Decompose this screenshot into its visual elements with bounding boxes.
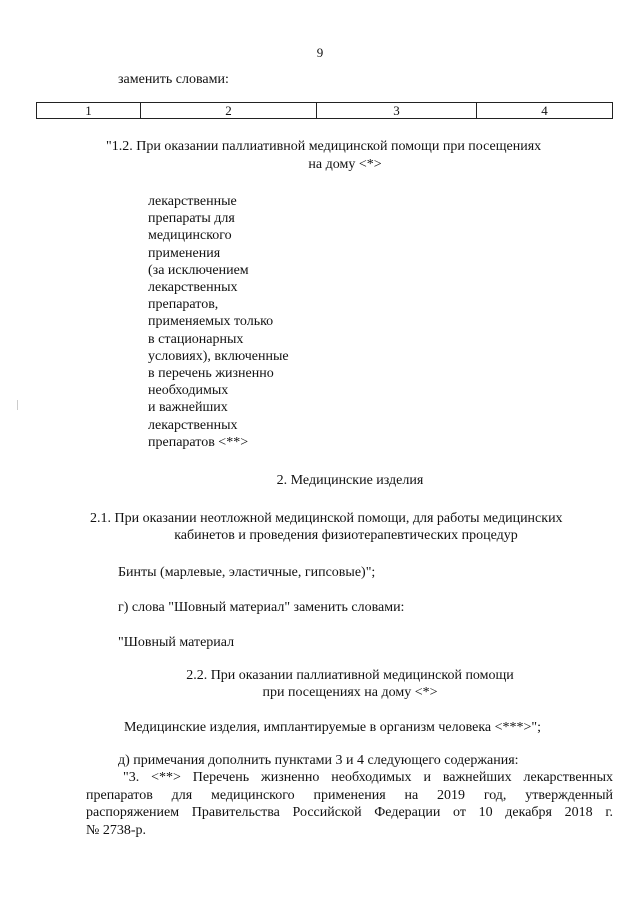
table-cell-col-3: 3 xyxy=(317,103,477,119)
implants-text: Медицинские изделия, имплантируемые в организм человека <***>"; xyxy=(124,720,542,735)
note-3-line: препаратов для медицинского применения на 2019 год, утвержденный xyxy=(86,787,613,803)
column-number-table xyxy=(36,102,613,119)
table-row xyxy=(37,103,613,119)
bandages-text: Бинты (марлевые, эластичные, гипсовые)"; xyxy=(118,565,376,580)
section-2-1-title-line1: 2.1. При оказании неотложной медицинской помощи, для работы медицинских xyxy=(90,511,563,526)
medicines-line: в перечень жизненно xyxy=(148,366,274,382)
section-2-title: 2. Медицинские изделия xyxy=(276,473,424,488)
medicines-line: медицинского xyxy=(148,228,232,244)
medicines-line: применения xyxy=(148,245,221,261)
item-g-text: г) слова "Шовный материал" заменить словами: xyxy=(118,600,405,615)
medicines-line: в стационарных xyxy=(148,331,244,347)
scan-margin-mark xyxy=(17,400,18,410)
table-cell-col-1: 1 xyxy=(37,103,141,119)
medicines-line: условиях), включенные xyxy=(148,348,289,364)
note-3-line: распоряжением Правительства Российской Федерации от 10 декабря 2018 г. xyxy=(86,805,613,820)
section-2-2-title-line1: 2.2. При оказании паллиативной медицинской помощи xyxy=(186,668,514,683)
item-d-text: д) примечания дополнить пунктами 3 и 4 следующего содержания: xyxy=(118,753,519,768)
medicines-line: препаратов <**> xyxy=(148,434,249,450)
medicines-line: препаратов, xyxy=(148,297,219,313)
medicines-line: лекарственные xyxy=(148,194,237,209)
page-number: 9 xyxy=(316,45,324,60)
medicines-line: (за исключением xyxy=(148,262,249,278)
section-1-2-title-line1: "1.2. При оказании паллиативной медицинской помощи при посещениях xyxy=(106,139,542,154)
table-cell-col-4: 4 xyxy=(477,103,613,119)
medicines-description xyxy=(148,193,289,451)
medicines-line: и важнейших xyxy=(148,400,228,416)
note-3-line: "3. <**> Перечень жизненно необходимых и важнейших лекарственных xyxy=(123,770,613,785)
medicines-line: препараты для xyxy=(148,211,235,227)
medicines-line: лекарственных xyxy=(148,280,238,296)
note-3-line: № 2738-р. xyxy=(86,822,147,838)
section-2-2-title-line2: при посещениях на дому <*> xyxy=(262,685,438,700)
table-cell-col-2: 2 xyxy=(141,103,317,119)
medicines-line: лекарственных xyxy=(148,417,238,433)
section-1-2-title-line2: на дому <*> xyxy=(308,157,382,172)
note-3-paragraph xyxy=(86,769,613,839)
suture-material-text: "Шовный материал xyxy=(118,635,235,650)
intro-text: заменить словами: xyxy=(118,72,229,87)
medicines-line: применяемых только xyxy=(148,314,274,330)
medicines-line: необходимых xyxy=(148,383,229,399)
section-2-1-title-line2: кабинетов и проведения физиотерапевтических процедур xyxy=(174,528,518,543)
